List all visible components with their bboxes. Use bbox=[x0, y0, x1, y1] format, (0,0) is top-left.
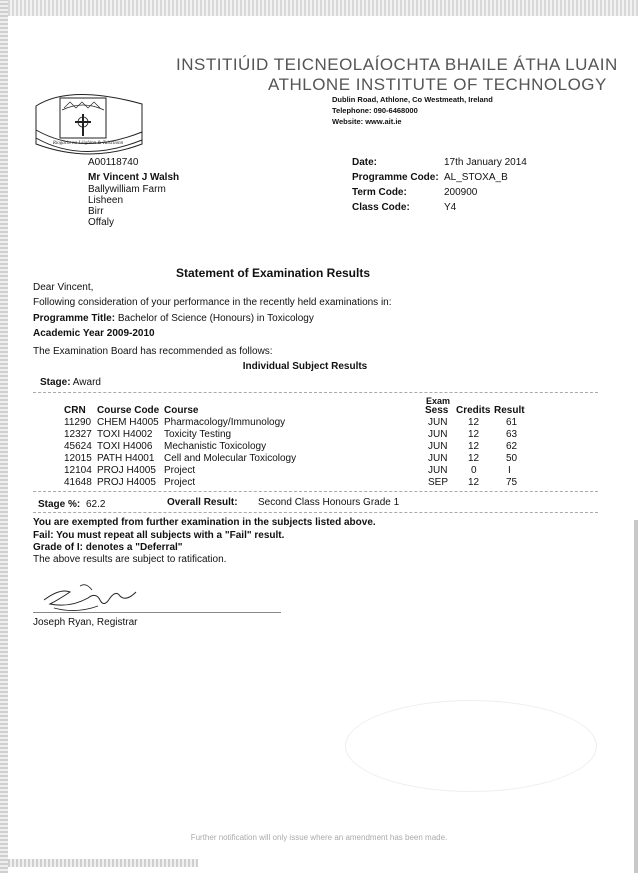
row-result: 50 bbox=[506, 453, 518, 464]
student-id: A00118740 bbox=[88, 157, 139, 168]
overall-result-label: Overall Result: bbox=[167, 497, 238, 508]
exempted-note: You are exempted from further examination in the subjects listed above. bbox=[33, 517, 376, 528]
divider bbox=[33, 392, 598, 393]
intro-text: Following consideration of your performance in the recently held examinations in: bbox=[33, 297, 392, 308]
col-header-result: Result bbox=[494, 405, 525, 416]
scan-edge-right bbox=[634, 520, 638, 873]
col-header-crn: CRN bbox=[64, 405, 86, 416]
overall-result-value: Second Class Honours Grade 1 bbox=[258, 497, 400, 508]
scan-edge-top bbox=[0, 0, 638, 16]
signature-line bbox=[33, 612, 281, 613]
address-line: Ballywilliam Farm bbox=[88, 184, 166, 195]
col-header-sess: Sess bbox=[425, 405, 449, 416]
row-credits: 12 bbox=[468, 453, 480, 464]
term-code-value: 200900 bbox=[444, 187, 478, 198]
board-recommendation: The Examination Board has recommended as follows: bbox=[33, 346, 273, 357]
row-crn: 41648 bbox=[64, 477, 92, 488]
stage-label: Stage: bbox=[40, 377, 71, 388]
row-crn: 12015 bbox=[64, 453, 92, 464]
row-sess: JUN bbox=[428, 429, 448, 440]
row-course-code: TOXI H4006 bbox=[97, 441, 153, 452]
row-crn: 12104 bbox=[64, 465, 92, 476]
row-credits: 12 bbox=[468, 429, 480, 440]
class-code-value: Y4 bbox=[444, 202, 457, 213]
institution-website: Website: www.ait.ie bbox=[332, 117, 402, 126]
row-course-code: CHEM H4005 bbox=[97, 417, 159, 428]
institution-name-english: ATHLONE INSTITUTE OF TECHNOLOGY bbox=[268, 75, 607, 94]
divider bbox=[33, 491, 598, 492]
stage-value: Award bbox=[72, 377, 101, 388]
row-result: 61 bbox=[506, 417, 518, 428]
address-line: Birr bbox=[88, 206, 104, 217]
institution-address: Dublin Road, Athlone, Co Westmeath, Ireland bbox=[332, 95, 493, 104]
ratification-note: The above results are subject to ratification. bbox=[33, 554, 227, 565]
institution-crest-icon bbox=[30, 86, 148, 162]
row-course: Toxicity Testing bbox=[164, 429, 232, 440]
row-credits: 0 bbox=[471, 465, 477, 476]
row-course-code: PROJ H4005 bbox=[97, 465, 156, 476]
col-header-credits: Credits bbox=[456, 405, 491, 416]
row-sess: JUN bbox=[428, 453, 448, 464]
row-credits: 12 bbox=[468, 417, 480, 428]
document-title: Statement of Examination Results bbox=[175, 266, 371, 280]
col-header-course-code: Course Code bbox=[97, 405, 160, 416]
row-result: 62 bbox=[506, 441, 518, 452]
stage-percent-label: Stage %: bbox=[38, 499, 81, 510]
row-sess: JUN bbox=[428, 465, 448, 476]
results-subtitle: Individual Subject Results bbox=[242, 361, 368, 372]
row-course-code: PROJ H4005 bbox=[97, 477, 156, 488]
programme-code-value: AL_STOXA_B bbox=[444, 172, 508, 183]
stage-percent-value: 62.2 bbox=[86, 499, 106, 510]
row-crn: 11290 bbox=[64, 417, 92, 428]
registrar-name: Joseph Ryan, Registrar bbox=[33, 617, 138, 628]
programme-title bbox=[33, 313, 314, 324]
date-label: Date: bbox=[352, 157, 378, 168]
row-result: 75 bbox=[506, 477, 518, 488]
row-course: Pharmacology/Immunology bbox=[164, 417, 286, 428]
scan-edge-bottom bbox=[8, 859, 198, 867]
faint-seal-icon bbox=[345, 700, 597, 792]
institution-name-irish: INSTITIÚID TEICNEOLAÍOCHTA BHAILE ÁTHA LUAIN bbox=[176, 55, 618, 74]
class-code-label: Class Code: bbox=[352, 202, 410, 213]
programme-title-value: Bachelor of Science (Honours) in Toxicology bbox=[117, 313, 314, 324]
row-course-code: PATH H4001 bbox=[97, 453, 155, 464]
programme-title-label: Programme Title: bbox=[33, 313, 116, 324]
term-code-label: Term Code: bbox=[352, 187, 407, 198]
row-crn: 45624 bbox=[64, 441, 92, 452]
institution-telephone: Telephone: 090-6468000 bbox=[332, 106, 418, 115]
row-result: I bbox=[508, 465, 511, 476]
scan-edge-left bbox=[0, 0, 8, 873]
address-line: Lisheen bbox=[88, 195, 124, 206]
row-credits: 12 bbox=[468, 441, 480, 452]
crest-motto: Ríogacht na Léighinn & Taisclionn bbox=[52, 141, 124, 146]
date-value: 17th January 2014 bbox=[444, 157, 527, 168]
salutation: Dear Vincent, bbox=[33, 282, 94, 293]
row-course: Project bbox=[164, 477, 196, 488]
row-sess: SEP bbox=[428, 477, 449, 488]
row-credits: 12 bbox=[468, 477, 480, 488]
col-header-exam: Exam bbox=[426, 396, 451, 406]
row-course-code: TOXI H4002 bbox=[97, 429, 153, 440]
deferral-note: Grade of I: denotes a "Deferral" bbox=[33, 542, 183, 553]
programme-code-label: Programme Code: bbox=[352, 172, 439, 183]
stage bbox=[40, 377, 101, 388]
row-sess: JUN bbox=[428, 441, 448, 452]
footer-note: Further notification will only issue where an amendment has been made. bbox=[190, 833, 448, 842]
row-course: Mechanistic Toxicology bbox=[164, 441, 267, 452]
fail-note: Fail: You must repeat all subjects with a "Fail" result. bbox=[33, 530, 285, 541]
row-course: Project bbox=[164, 465, 196, 476]
row-sess: JUN bbox=[428, 417, 448, 428]
col-header-course: Course bbox=[164, 405, 199, 416]
row-result: 63 bbox=[506, 429, 518, 440]
divider bbox=[33, 512, 598, 513]
row-course: Cell and Molecular Toxicology bbox=[164, 453, 297, 464]
row-crn: 12327 bbox=[64, 429, 92, 440]
address-line: Offaly bbox=[88, 217, 114, 228]
academic-year: Academic Year 2009-2010 bbox=[33, 328, 155, 339]
student-name: Mr Vincent J Walsh bbox=[88, 172, 180, 183]
